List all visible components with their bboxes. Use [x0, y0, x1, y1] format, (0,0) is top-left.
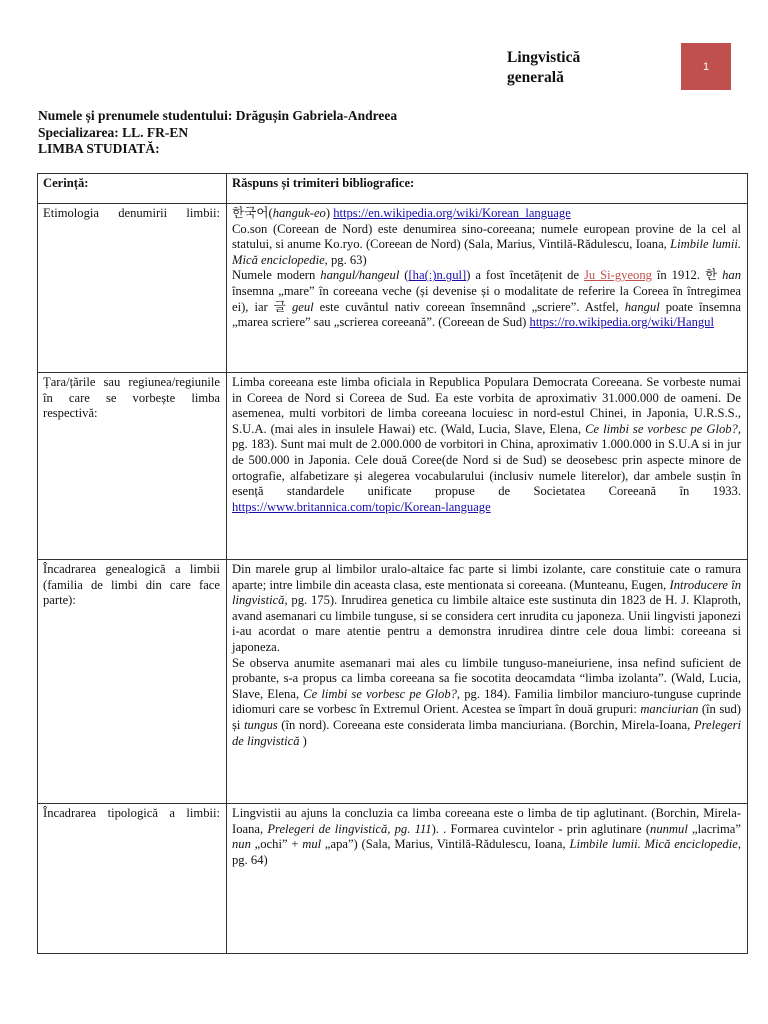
page-number: 1: [702, 60, 710, 73]
ipa-link[interactable]: [ha(ː)n.ɡul]: [408, 268, 467, 283]
student-name-line: Numele și prenumele studentului: Drăgușin Gabriela-Andreea: [38, 108, 398, 123]
col-header-answer: Răspuns și trimiteri bibliografice:: [227, 174, 748, 204]
page-number-badge: [681, 43, 731, 90]
wikipedia-korean-link[interactable]: https://en.wikipedia.org/wiki/Korean_language: [333, 206, 571, 220]
table-row: [38, 373, 748, 560]
student-info: [38, 108, 397, 158]
row-label: Încadrarea genealogică a limbii (familia de limbi din care face parte):: [38, 560, 227, 804]
britannica-link[interactable]: https://www.britannica.com/topic/Korean-language: [232, 499, 491, 514]
table-row: [38, 560, 748, 804]
col-header-requirement: Cerință:: [38, 174, 227, 204]
requirements-table: [37, 173, 748, 954]
header-title-line2: generală: [507, 69, 564, 86]
header-title-line1: Lingvistică: [507, 49, 581, 66]
row-answer: Lingvistii au ajuns la concluzia ca limba coreeana este o limba de tip aglutinant. (Borchin, Mirela-Ioana, Prelegeri de lingvistică, pg. 111). . Formarea cuvintelor - prin aglutinare (nunmul „lacrima” nun „ochi” + mul „apa”) (Sala, Marius, Vintilă-Rădulescu, Ioana, Limbile lumii. Mică enciclopedie, pg. 64): [227, 804, 748, 954]
table-header-row: [38, 174, 748, 204]
wikipedia-hangul-link[interactable]: https://ro.wikipedia.org/wiki/Hangul: [529, 315, 714, 330]
table-row: [38, 804, 748, 954]
ju-si-gyeong-link[interactable]: Ju Si-gyeong: [584, 268, 652, 283]
document-header-title: [507, 48, 647, 88]
specialization-line: Specializarea: LL. FR-EN: [38, 124, 189, 140]
row-label: Țara/țările sau regiunea/regiunile în care se vorbește limba respectivă:: [38, 373, 227, 560]
studied-language-line: LIMBA STUDIATĂ:: [38, 141, 160, 156]
row-label: Etimologia denumirii limbii:: [38, 204, 227, 373]
row-answer: Din marele grup al limbilor uralo-altaice fac parte si limbi izolante, care constituie cate o ramura aparte; intre limbile din aceasta clasa, este mentionata si coreeana. (Munteanu, Eugen, Introducere în lingvistică, pg. 175). Inrudirea genetica cu limbile altaice este sustinuta din 1823 de H. J. Klaproth, avand asemanari cu limbile tunguse, si se considera cert inrudita cu japoneza. Unii lingvisti japonezi i-au acordat o mare atentie pentru a demonstra inrudirea dintre cele doua limbi: coreeana si japoneza. Se observa anumite asemanari mai ales cu limbile tunguso-maneiuriene, insa nefind suficient de probante, s-a propus ca limba coreeana sa fie socotita deocamdata “limba izolanta”. (Wald, Lucia, Slave, Elena, Ce limbi se vorbesc pe Glob?, pg. 184). Familia limbilor manciuro-tunguse cuprinde idiomuri care se vorbesc în Extremul Orient. Acestea se împart în două grupuri: manciurian (în sud) și tungus (în nord). Coreeana este considerata limba manciuriana. (Borchin, Mirela-Ioana, Prelegeri de lingvistică ): [227, 560, 748, 804]
row-label: Încadrarea tipologică a limbii:: [38, 804, 227, 954]
row-answer: 한국어(hanguk-eo) https://en.wikipedia.org/wiki/Korean_language Co.son (Coreean de Nord) este denumirea sino-coreeana; numele european provine de la cel al statului, si anume Ko.ryo. (Coreean de Nord) (Sala, Marius, Vintilă-Rădulescu, Ioana, Limbile lumii. Mică enciclopedie, pg. 63) Numele modern hangul/hangeul ([ha(ː)n.ɡul]) a fost încetățenit de Ju Si-gyeong în 1912. 한 han însemna „mare” în coreeana veche (și devenise și o modalitate de referire la Coreea în întregimea ei), iar 글 geul este cuvântul nativ coreean însemnând „scriere”. Astfel, hangul poate însemna „marea scriere” sau „scrierea coreeană”. (Coreean de Sud) https://ro.wikipedia.org/wiki/Hangul: [227, 204, 748, 373]
table-row: [38, 204, 748, 373]
row-answer: Limba coreeana este limba oficiala in Republica Populara Democrata Coreeana. Se vorbeste numai in Coreea de Nord si Coreea de Sud. Ea este vorbita de aproximativ 31.000.000 de oameni. De asemenea, multi vorbitori de limba coreeana locuiesc in nord-estul Chinei, in Japonia, U.R.S.S., S.U.A. (mai ales in insulele Hawai) etc. (Wald, Lucia, Slave, Elena, Ce limbi se vorbesc pe Glob?, pg. 183). Sunt mai mult de 2.000.000 de vorbitori in China, aproximativ 1.000.000 in S.U.A si in jur de 500.000 in Japonia. Cele două Coree(de Nord si de Sud) se deosebesc prin aspecte minore de ortografie, alfabetizare și alegerea vocabularului (inclusiv numele literelor), dar ambele susțin în esență standardele unificate propuse de Societatea Coreeană în 1933. https://www.britannica.com/topic/Korean-language: [227, 373, 748, 560]
